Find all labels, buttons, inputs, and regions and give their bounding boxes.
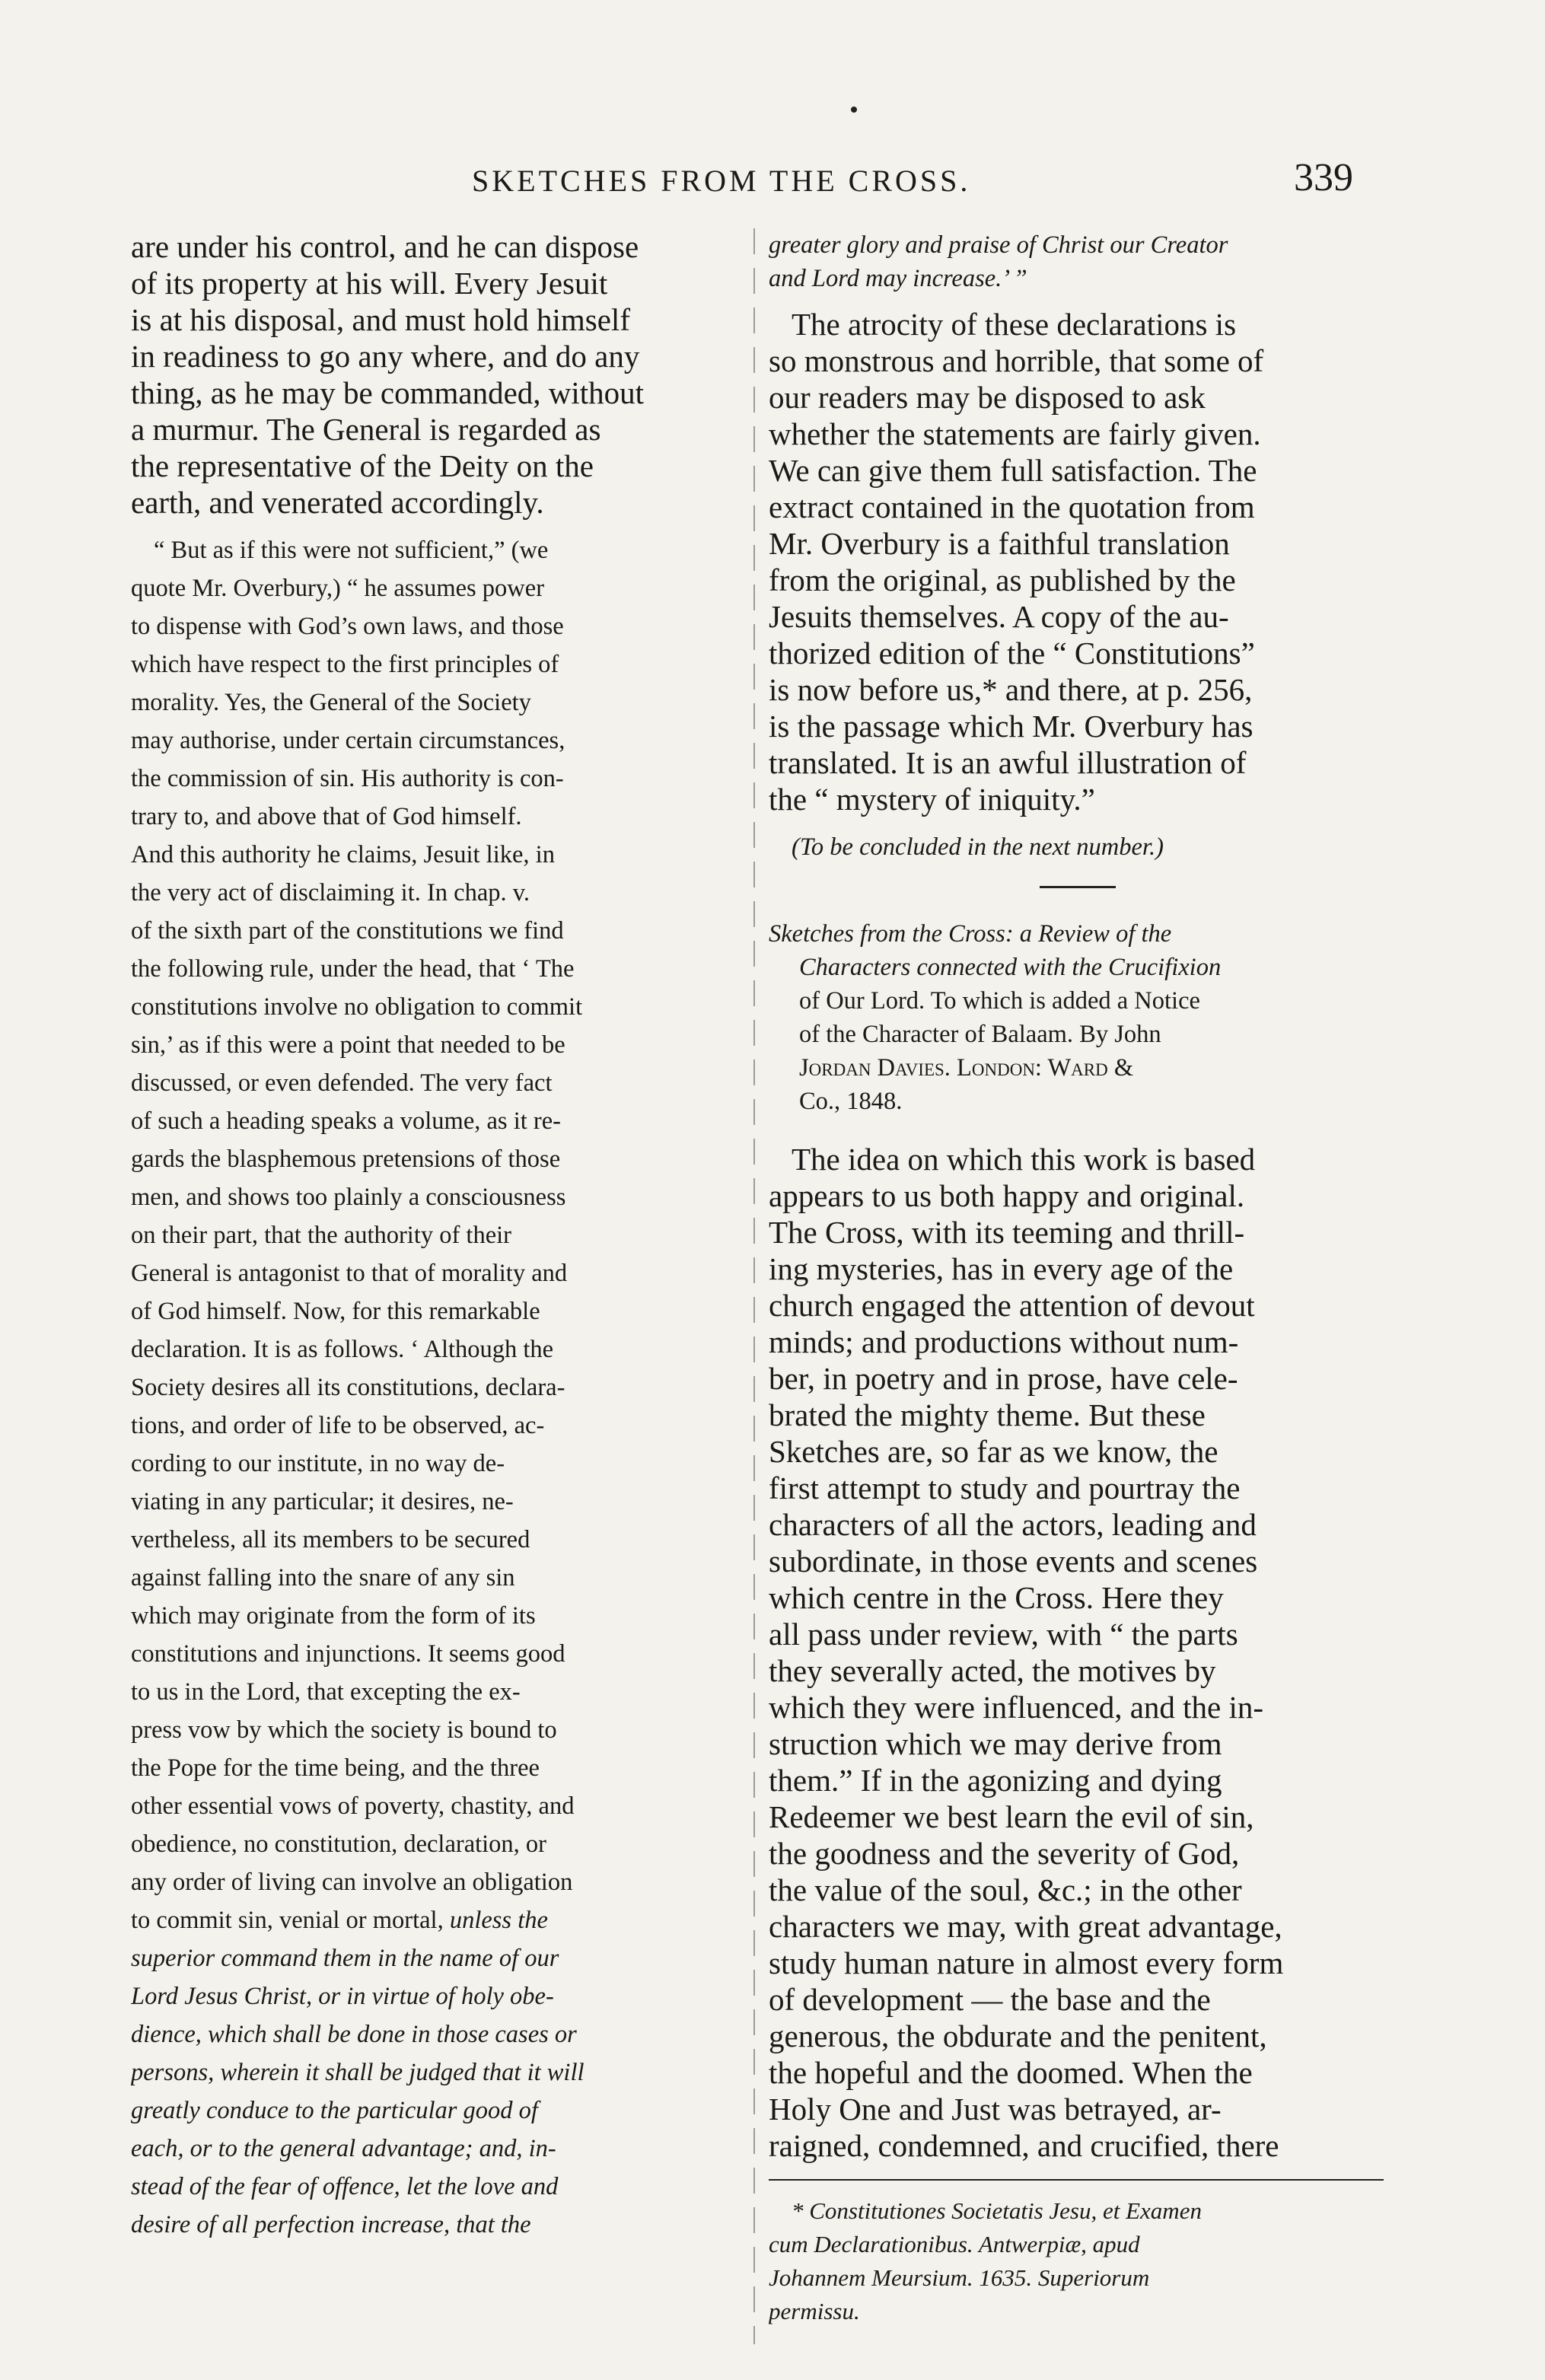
text-line: cum Declarationibus. Antwerpiæ, apud bbox=[769, 2231, 1140, 2257]
running-head: SKETCHES FROM THE CROSS. bbox=[472, 164, 971, 198]
text-line: persons, wherein it shall be judged that it will bbox=[131, 2059, 585, 2086]
text-line: ing mysteries, has in every age of the bbox=[769, 1251, 1234, 1286]
text-line: Characters connected with the Crucifixion bbox=[799, 954, 1222, 981]
text-line: Holy One and Just was betrayed, ar- bbox=[769, 2092, 1222, 2127]
text-line: our readers may be disposed to ask bbox=[769, 380, 1206, 415]
text-line: struction which we may derive from bbox=[769, 1726, 1222, 1761]
text-line: Lord Jesus Christ, or in virtue of holy obe- bbox=[131, 1983, 554, 2010]
text-line: permissu. bbox=[769, 2298, 860, 2324]
text-line: they severally acted, the motives by bbox=[769, 1653, 1216, 1688]
text-line: The idea on which this work is based bbox=[792, 1142, 1256, 1177]
text-line: so monstrous and horrible, that some of bbox=[769, 343, 1264, 378]
text-line: constitutions involve no obligation to commit bbox=[131, 993, 583, 1021]
text-line: and Lord may increase.’ ” bbox=[769, 265, 1027, 292]
text-line: of development — the base and the bbox=[769, 1982, 1211, 2017]
text-line: men, and shows too plainly a consciousness bbox=[131, 1184, 566, 1211]
text-line: vertheless, all its members to be secured bbox=[131, 1526, 530, 1553]
page-number: 339 bbox=[1294, 156, 1353, 199]
text-line: the goodness and the severity of God, bbox=[769, 1836, 1240, 1871]
text-line: on their part, that the authority of their bbox=[131, 1222, 511, 1249]
text-line: Sketches are, so far as we know, the bbox=[769, 1434, 1218, 1469]
text-line bbox=[131, 1901, 746, 1939]
text-line: the commission of sin. His authority is con- bbox=[131, 765, 564, 792]
paragraph-atrocity bbox=[769, 306, 1384, 817]
footnote bbox=[769, 2194, 1384, 2328]
text-line: of its property at his will. Every Jesuit bbox=[131, 266, 608, 301]
left-column bbox=[131, 228, 746, 2244]
text-line: the representative of the Deity on the bbox=[131, 448, 594, 483]
text-line: of Our Lord. To which is added a Notice bbox=[799, 987, 1200, 1015]
text-line: which have respect to the first principles of bbox=[131, 651, 559, 678]
text-line: the Pope for the time being, and the three bbox=[131, 1754, 540, 1782]
text-line: greatly conduce to the particular good of bbox=[131, 2097, 538, 2124]
text-line: Society desires all its constitutions, declara- bbox=[131, 1374, 565, 1401]
text-line: church engaged the attention of devout bbox=[769, 1288, 1255, 1323]
text-line: Mr. Overbury is a faithful translation bbox=[769, 526, 1230, 561]
text-line: trary to, and above that of God himself. bbox=[131, 803, 522, 830]
text-line: subordinate, in those events and scenes bbox=[769, 1544, 1258, 1579]
text-line: may authorise, under certain circumstances, bbox=[131, 727, 565, 754]
text-line: * Constitutiones Societatis Jesu, et Examen bbox=[792, 2197, 1202, 2224]
text-line: a murmur. The General is regarded as bbox=[131, 412, 601, 447]
text-line: The Cross, with its teeming and thrill- bbox=[769, 1215, 1245, 1250]
text-line: each, or to the general advantage; and, in- bbox=[131, 2135, 556, 2162]
paragraph-review bbox=[769, 1141, 1384, 2164]
text-line: other essential vows of poverty, chastity, and bbox=[131, 1792, 575, 1820]
text-line: the value of the soul, &c.; in the other bbox=[769, 1872, 1242, 1907]
text-line: raigned, condemned, and crucified, there bbox=[769, 2128, 1279, 2163]
text-line: of the Character of Balaam. By John bbox=[799, 1021, 1161, 1048]
quotation-overbury bbox=[131, 531, 746, 2244]
text-line: whether the statements are fairly given. bbox=[769, 416, 1261, 451]
text-line: greater glory and praise of Christ our Creator bbox=[769, 231, 1228, 259]
text-line: all pass under review, with “ the parts bbox=[769, 1617, 1238, 1652]
text-line: Sketches from the Cross: a Review of the bbox=[769, 920, 1172, 948]
text-line: discussed, or even defended. The very fact bbox=[131, 1069, 553, 1097]
text-line: the very act of disclaiming it. In chap. v. bbox=[131, 879, 530, 906]
text-line: Redeemer we best learn the evil of sin, bbox=[769, 1799, 1254, 1834]
text-line: study human nature in almost every form bbox=[769, 1945, 1284, 1980]
text-line: brated the mighty theme. But these bbox=[769, 1397, 1206, 1432]
text-line: ber, in poetry and in prose, have cele- bbox=[769, 1361, 1238, 1396]
section-rule bbox=[1040, 886, 1116, 888]
right-column bbox=[769, 228, 1384, 2328]
text-line: are under his control, and he can dispose bbox=[131, 229, 639, 264]
text-line: from the original, as published by the bbox=[769, 562, 1236, 597]
text-line: We can give them full satisfaction. The bbox=[769, 453, 1257, 488]
text-line: Johannem Meursium. 1635. Superiorum bbox=[769, 2264, 1150, 2291]
footnote-rule bbox=[769, 2179, 1384, 2181]
text-line: which they were influenced, and the in- bbox=[769, 1690, 1264, 1725]
text-line: of God himself. Now, for this remarkable bbox=[131, 1298, 540, 1325]
text-line: the “ mystery of iniquity.” bbox=[769, 782, 1095, 817]
text-line: any order of living can involve an obligation bbox=[131, 1869, 573, 1896]
text-line: cording to our institute, in no way de- bbox=[131, 1450, 505, 1477]
text-line: Jesuits themselves. A copy of the au- bbox=[769, 599, 1229, 634]
text-line: generous, the obdurate and the penitent, bbox=[769, 2018, 1267, 2053]
text-line: translated. It is an awful illustration of bbox=[769, 745, 1247, 780]
text-line: characters of all the actors, leading and bbox=[769, 1507, 1257, 1542]
text-line: stead of the fear of offence, let the love and bbox=[131, 2173, 559, 2200]
text-line: declaration. It is as follows. ‘ Although the bbox=[131, 1336, 554, 1363]
quotation-continued bbox=[769, 228, 1384, 295]
text-line: which centre in the Cross. Here they bbox=[769, 1580, 1224, 1615]
text-line: them.” If in the agonizing and dying bbox=[769, 1763, 1222, 1798]
text-line: morality. Yes, the General of the Society bbox=[131, 689, 531, 716]
text-line: appears to us both happy and original. bbox=[769, 1178, 1245, 1213]
text-line: first attempt to study and pourtray the bbox=[769, 1470, 1241, 1505]
text-line: Co., 1848. bbox=[799, 1088, 903, 1115]
column-divider bbox=[753, 228, 755, 2344]
to-be-concluded-note: (To be concluded in the next number.) bbox=[792, 833, 1164, 861]
text-line: tions, and order of life to be observed, ac- bbox=[131, 1412, 545, 1439]
text-line: to us in the Lord, that excepting the ex- bbox=[131, 1678, 521, 1706]
text-line: obedience, no constitution, declaration, or bbox=[131, 1830, 547, 1858]
review-heading bbox=[769, 917, 1384, 1118]
text-line: thorized edition of the “ Constitutions” bbox=[769, 636, 1255, 671]
text-line: minds; and productions without num- bbox=[769, 1324, 1239, 1359]
text-line: extract contained in the quotation from bbox=[769, 489, 1255, 524]
text-line: the hopeful and the doomed. When the bbox=[769, 2055, 1253, 2090]
text-line: earth, and venerated accordingly. bbox=[131, 485, 544, 520]
text-line: The atrocity of these declarations is bbox=[792, 307, 1237, 342]
text-line: gards the blasphemous pretensions of those bbox=[131, 1145, 561, 1173]
text-line: constitutions and injunctions. It seems good bbox=[131, 1640, 565, 1668]
text-line: press vow by which the society is bound to bbox=[131, 1716, 557, 1744]
text-line: superior command them in the name of our bbox=[131, 1945, 559, 1972]
text-line: the following rule, under the head, that ‘ The bbox=[131, 955, 575, 983]
text-line: General is antagonist to that of morality and bbox=[131, 1260, 568, 1287]
text-line: in readiness to go any where, and do any bbox=[131, 339, 640, 374]
text-line: against falling into the snare of any sin bbox=[131, 1564, 515, 1591]
text-line: of the sixth part of the constitutions we find bbox=[131, 917, 564, 945]
text-line: sin,’ as if this were a point that needed to be bbox=[131, 1031, 565, 1059]
text-line: is at his disposal, and must hold himself bbox=[131, 302, 630, 337]
text-line: And this authority he claims, Jesuit like, in bbox=[131, 841, 555, 868]
text-line: of such a heading speaks a volume, as it re- bbox=[131, 1107, 561, 1135]
text-italic-part: unless the bbox=[443, 1907, 548, 1934]
text-line: is now before us,* and there, at p. 256, bbox=[769, 672, 1253, 707]
text-line: quote Mr. Overbury,) “ he assumes power bbox=[131, 575, 545, 602]
text-line: dience, which shall be done in those cases or bbox=[131, 2021, 577, 2048]
text-line: is the passage which Mr. Overbury has bbox=[769, 709, 1254, 744]
text-line: Jordan Davies. London: Ward & bbox=[799, 1054, 1134, 1082]
text-line: characters we may, with great advantage, bbox=[769, 1909, 1282, 1944]
text-line: “ But as if this were not sufficient,” (we bbox=[154, 537, 549, 564]
paragraph-general-authority bbox=[131, 228, 746, 521]
text-line: thing, as he may be commanded, without bbox=[131, 375, 645, 410]
text-line: which may originate from the form of its bbox=[131, 1602, 536, 1630]
text-line: to dispense with God’s own laws, and those bbox=[131, 613, 564, 640]
text-roman-part: to commit sin, venial or mortal, bbox=[131, 1907, 444, 1934]
text-line: desire of all perfection increase, that the bbox=[131, 2211, 531, 2238]
printer-mark bbox=[851, 107, 857, 113]
text-line: viating in any particular; it desires, ne- bbox=[131, 1488, 514, 1515]
